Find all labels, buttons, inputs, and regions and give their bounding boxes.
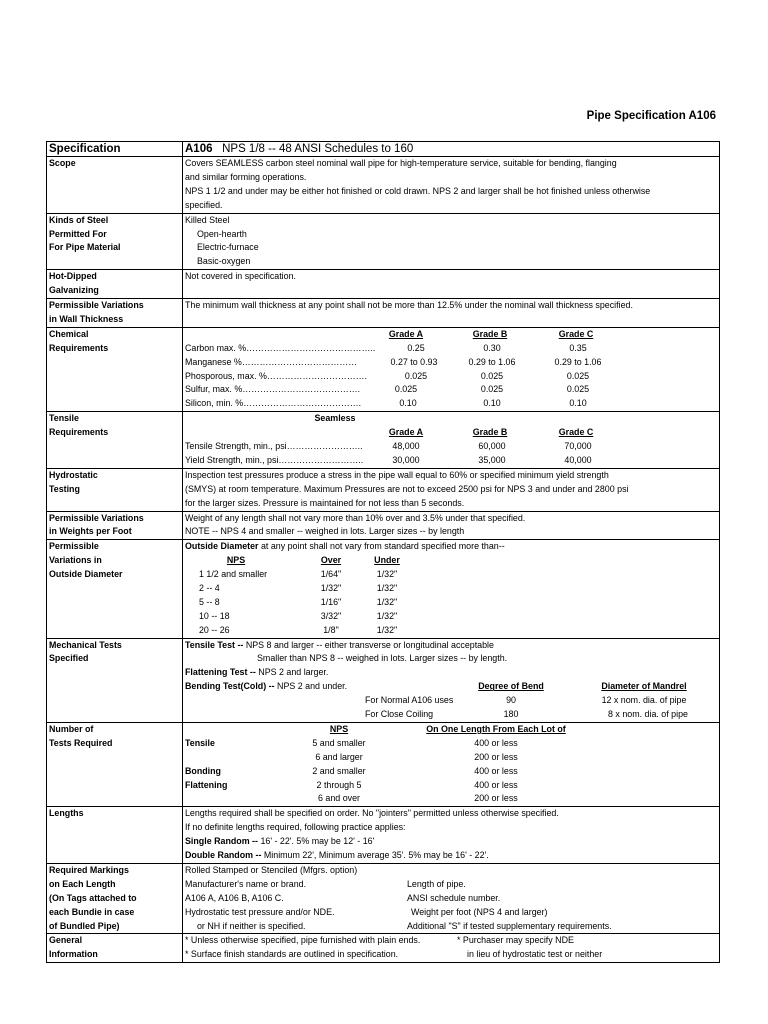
markings-row	[185, 920, 717, 934]
test-lot: 200 or less	[474, 751, 518, 762]
nps-value: 2 -- 4	[199, 583, 220, 593]
tensile-property: Yield Strength, min., psi………………………..	[185, 454, 364, 465]
chemical-label-line: Chemical	[49, 328, 89, 339]
chemical-row	[185, 342, 717, 356]
grade-a-value: 0.27 to 0.93	[390, 356, 438, 367]
hydrostatic-label	[47, 468, 183, 511]
marking-left: A106 A, A106 B, A106 C.	[185, 892, 284, 903]
grade-c-value: 0.10	[569, 398, 587, 409]
tensile-row	[185, 454, 717, 468]
lengths-label: Lengths	[47, 807, 183, 864]
marking-left: Hydrostatic test pressure and/or NDE.	[185, 906, 335, 917]
outside-row	[185, 582, 717, 596]
nps-value: 5 -- 8	[199, 596, 220, 607]
test-lot: 400 or less	[474, 765, 518, 776]
grade-a-value: 0.10	[399, 398, 417, 409]
under-value: 1/32"	[376, 624, 398, 635]
kinds-line: Basic-oxygen	[197, 256, 251, 267]
hydrostatic-label-line: Hydrostatic	[49, 469, 98, 480]
spec-header-value	[183, 142, 720, 157]
chemical-row	[185, 383, 717, 397]
test-name: Flattening	[185, 779, 228, 790]
bend-mandrel: 8 x nom. dia. of pipe	[608, 709, 688, 720]
under-value: 1/32"	[376, 569, 398, 580]
outside-label-line: Variations in	[49, 555, 102, 566]
wall-thickness-text: The minimum wall thickness at any point shall not be more than 12.5% under the nominal wall thickness specified.	[185, 300, 633, 311]
row-outside-diameter	[47, 540, 720, 638]
row-mechanical-tests	[47, 638, 720, 722]
kinds-label-line: Kinds of Steel	[49, 214, 109, 225]
number-tests-content	[183, 722, 720, 806]
mechanical-content	[183, 638, 720, 722]
grade-b-header: Grade B	[472, 328, 508, 339]
mechanical-label-line: Specified	[49, 653, 89, 664]
outside-label-line: Permissible	[49, 541, 99, 552]
tensile-row	[185, 440, 717, 454]
general-row	[185, 948, 717, 962]
hydrostatic-line: Inspection test pressures produce a stress in the pipe wall equal to 60% or specified minimum yield strength	[185, 469, 609, 480]
nps-value: 1 1/2 and smaller	[199, 569, 268, 580]
outside-row	[185, 568, 717, 582]
marking-right: Weight per foot (NPS 4 and larger)	[411, 906, 548, 917]
number-tests-label-line: Tests Required	[49, 737, 113, 748]
test-nps: 2 through 5	[316, 779, 362, 790]
grade-a-value: 0.025	[394, 384, 418, 395]
row-lengths	[47, 807, 720, 864]
scope-line: NPS 1 1/2 and under may be either hot finished or cold drawn. NPS 2 and larger shall be hot finished unless otherwise	[185, 185, 651, 196]
under-value: 1/32"	[376, 583, 398, 593]
chemical-element: Phosporous, max. %…………………………….	[185, 370, 367, 381]
chemical-element: Sulfur, max. %………………………………….	[185, 384, 361, 395]
scope-content	[183, 157, 720, 214]
general-label-line: General	[49, 935, 83, 946]
grade-b-value: 0.025	[480, 370, 504, 381]
lengths-line: If no definite lengths required, following practice applies:	[185, 822, 406, 833]
over-value: 1/16"	[320, 596, 342, 607]
test-name: Tensile	[185, 737, 215, 748]
under-value: 1/32"	[376, 596, 398, 607]
chemical-element: Silicon, min. %………………………………….	[185, 398, 362, 409]
bend-row	[185, 694, 717, 708]
chemical-grade-header	[185, 328, 717, 342]
single-random-rest: 16' - 22'. 5% may be 12' - 16'	[257, 836, 375, 847]
number-tests-row	[185, 779, 717, 793]
galvanizing-label-line: Galvanizing	[49, 285, 99, 296]
tensile-label-line: Tensile	[49, 413, 79, 424]
scope-label: Scope	[47, 157, 183, 214]
test-lot: 400 or less	[474, 737, 518, 748]
general-label	[47, 934, 183, 963]
marking-left: Manufacturer's name or brand.	[185, 878, 307, 889]
markings-line: Rolled Stamped or Stenciled (Mfgrs. option)	[185, 864, 358, 875]
tensile-seamless-line	[185, 412, 717, 426]
grade-a-value: 0.25	[407, 342, 425, 353]
tensile-test-bold: Tensile Test --	[185, 639, 244, 650]
page-title: Pipe Specification A106	[586, 110, 716, 122]
test-nps: 6 and larger	[315, 751, 363, 762]
marking-right: ANSI schedule number.	[407, 892, 501, 903]
wall-thickness-label-line: in Wall Thickness	[49, 313, 124, 324]
under-header: Under	[374, 555, 400, 566]
kinds-label-line: Permitted For	[49, 228, 107, 239]
row-galvanizing	[47, 270, 720, 299]
tensile-property: Tensile Strength, min., psi……………………..	[185, 441, 363, 451]
grade-b-value: 0.30	[483, 342, 501, 353]
single-random-line	[185, 835, 717, 849]
markings-row	[185, 906, 717, 920]
grade-a-header: Grade A	[388, 328, 424, 339]
galvanizing-label	[47, 270, 183, 299]
weights-content	[183, 511, 720, 540]
outside-col-header	[185, 554, 717, 568]
single-random-bold: Single Random --	[185, 836, 258, 847]
general-note: * Unless otherwise specified, pipe furnished with plain ends.	[185, 935, 421, 946]
tensile-seamless: Seamless	[314, 413, 356, 424]
outside-intro	[185, 540, 717, 554]
chemical-element: Carbon max. %……………………………………..	[185, 342, 376, 353]
bend-mandrel: 12 x nom. dia. of pipe	[601, 695, 687, 706]
test-lot: 200 or less	[474, 793, 518, 804]
marking-left: or NH if neither is specified.	[197, 920, 306, 931]
over-value: 1/8"	[323, 624, 339, 635]
row-markings	[47, 863, 720, 934]
degree-of-bend-header: Degree of Bend	[478, 681, 544, 692]
grade-b-value: 0.10	[483, 398, 501, 409]
markings-label-line: Required Markings	[49, 864, 129, 875]
row-scope	[47, 157, 720, 214]
bending-test-bold: Bending Test(Cold) --	[185, 681, 275, 692]
lengths-content	[183, 807, 720, 864]
row-number-of-tests	[47, 722, 720, 806]
grade-c-header: Grade C	[558, 328, 594, 339]
bending-test-text	[185, 680, 347, 694]
markings-row	[185, 892, 717, 906]
grade-c-value: 0.025	[566, 384, 590, 395]
kinds-content	[183, 213, 720, 270]
kinds-line: Open-hearth	[197, 228, 247, 239]
scope-line: specified.	[185, 199, 223, 210]
mechanical-label-line: Mechanical Tests	[49, 639, 122, 650]
grade-a-value: 30,000	[392, 454, 420, 465]
weights-line: Weight of any length shall not vary more than 10% over and 3.5% under that specified.	[185, 512, 526, 523]
markings-row	[185, 878, 717, 892]
over-header: Over	[320, 555, 342, 566]
markings-label-line: of Bundled Pipe)	[49, 920, 120, 931]
flattening-test-bold: Flattening Test --	[185, 667, 256, 678]
chemical-row	[185, 370, 717, 384]
over-value: 1/32"	[320, 583, 342, 593]
grade-a-value: 48,000	[392, 441, 420, 451]
mechanical-label	[47, 638, 183, 722]
grade-b-value: 60,000	[478, 441, 506, 451]
kinds-label-line: For Pipe Material	[49, 242, 121, 253]
weights-label-line: Permissible Variations	[49, 512, 144, 523]
grade-b-value: 0.025	[480, 384, 504, 395]
grade-b-value: 35,000	[478, 454, 506, 465]
general-label-line: Information	[49, 949, 98, 960]
grade-c-header: Grade C	[558, 427, 594, 438]
over-value: 3/32"	[320, 610, 342, 621]
outside-row	[185, 596, 717, 610]
row-wall-thickness	[47, 299, 720, 328]
weights-line: NOTE -- NPS 4 and smaller -- weighed in lots. Larger sizes -- by length	[185, 526, 465, 537]
bend-use: For Normal A106 uses	[365, 695, 454, 706]
general-note: in lieu of hydrostatic test or neither	[467, 949, 603, 960]
double-random-rest: Minimum 22', Minimum average 35'. 5% may be 16' - 22'.	[261, 850, 489, 861]
grade-c-value: 0.025	[566, 370, 590, 381]
bending-test-rest: NPS 2 and under.	[274, 681, 348, 692]
test-lot: 400 or less	[474, 779, 518, 790]
markings-label-line: each Bundie in case	[49, 906, 135, 917]
galvanizing-text: Not covered in specification.	[185, 271, 296, 282]
outside-row	[185, 610, 717, 624]
under-value: 1/32"	[376, 610, 398, 621]
grade-c-value: 70,000	[564, 441, 592, 451]
hydrostatic-line: for the larger sizes. Pressure is maintained for not less than 5 seconds.	[185, 497, 465, 508]
markings-content	[183, 863, 720, 934]
scope-line: Covers SEAMLESS carbon steel nominal wall pipe for high-temperature service, suitable for bending, flanging	[185, 158, 617, 168]
row-weights	[47, 511, 720, 540]
nps-header: NPS	[226, 555, 246, 566]
bend-degree: 90	[506, 695, 516, 706]
general-row	[185, 934, 717, 948]
bend-row	[185, 708, 717, 722]
tensile-test-line2: Smaller than NPS 8 -- weighed in lots. Larger sizes -- by length.	[257, 653, 508, 664]
tensile-test-line	[185, 639, 717, 653]
kinds-label	[47, 213, 183, 270]
test-nps: 2 and smaller	[312, 765, 366, 776]
galvanizing-content	[183, 270, 720, 299]
chemical-row	[185, 356, 717, 370]
flattening-test-rest: NPS 2 and larger.	[255, 667, 329, 678]
number-tests-label-line: Number of	[49, 723, 94, 734]
hydrostatic-content	[183, 468, 720, 511]
outside-content	[183, 540, 720, 638]
grade-b-header: Grade B	[472, 427, 508, 438]
number-tests-row	[185, 737, 717, 751]
tensile-grade-header	[185, 426, 717, 440]
tensile-content	[183, 412, 720, 469]
general-content	[183, 934, 720, 963]
bending-test-line	[185, 680, 717, 694]
grade-c-value: 0.29 to 1.06	[554, 356, 602, 367]
grade-a-header: Grade A	[388, 427, 424, 438]
outside-row	[185, 624, 717, 638]
flattening-test-line	[185, 666, 717, 680]
test-nps: 6 and over	[318, 793, 360, 804]
grade-b-value: 0.29 to 1.06	[468, 356, 516, 367]
number-tests-row	[185, 765, 717, 779]
wall-thickness-content	[183, 299, 720, 328]
hydrostatic-label-line: Testing	[49, 483, 80, 494]
nps-value: 10 -- 18	[199, 610, 230, 621]
tensile-label-line: Requirements	[49, 427, 109, 438]
markings-label	[47, 863, 183, 934]
general-note: * Purchaser may specify NDE	[457, 935, 574, 946]
galvanizing-label-line: Hot-Dipped	[49, 271, 97, 282]
markings-label-line: on Each Length	[49, 878, 116, 889]
chemical-label	[47, 327, 183, 411]
outside-intro-bold: Outside Diameter	[185, 541, 259, 552]
number-tests-header	[185, 723, 717, 737]
spec-header-row	[47, 142, 720, 157]
number-tests-row	[185, 792, 717, 806]
grade-a-value: 0.025	[404, 370, 428, 381]
row-chemical	[47, 327, 720, 411]
spec-desc: NPS 1/8 -- 48 ANSI Schedules to 160	[222, 143, 414, 155]
row-general-information	[47, 934, 720, 963]
outside-label-line: Outside Diameter	[49, 569, 123, 580]
row-hydrostatic	[47, 468, 720, 511]
markings-label-line: (On Tags attached to	[49, 892, 137, 903]
number-tests-row	[185, 751, 717, 765]
double-random-line	[185, 849, 717, 863]
grade-c-value: 0.35	[569, 342, 587, 353]
marking-right: Length of pipe.	[407, 878, 466, 889]
kinds-line: Electric-furnace	[197, 242, 259, 253]
wall-thickness-label-line: Permissible Variations	[49, 300, 144, 311]
weights-label	[47, 511, 183, 540]
outside-label	[47, 540, 183, 638]
bend-degree: 180	[503, 709, 519, 720]
chemical-content	[183, 327, 720, 411]
chemical-label-line: Requirements	[49, 342, 109, 353]
lengths-line: Lengths required shall be specified on order. No "jointers" permitted unless otherwise specified.	[185, 808, 559, 819]
row-tensile	[47, 412, 720, 469]
hydrostatic-line: (SMYS) at room temperature. Maximum Pressures are not to exceed 2500 psi for NPS 3 and under and 2800 psi	[185, 483, 629, 494]
nps-value: 20 -- 26	[199, 624, 230, 635]
bend-use: For Close Coiling	[365, 709, 434, 720]
double-random-bold: Double Random --	[185, 850, 262, 861]
grade-c-value: 40,000	[564, 454, 592, 465]
over-value: 1/64"	[320, 569, 342, 580]
spec-header-label: Specification	[47, 142, 183, 157]
kinds-line: Killed Steel	[185, 214, 230, 225]
tensile-test-rest: NPS 8 and larger -- either transverse or longitudinal acceptable	[243, 639, 494, 650]
spec-code: A106	[185, 143, 213, 155]
mandrel-header: Diameter of Mandrel	[601, 681, 687, 692]
wall-thickness-label	[47, 299, 183, 328]
chemical-element: Manganese %…………………………………	[185, 356, 358, 367]
spec-table	[46, 141, 720, 963]
row-kinds-of-steel	[47, 213, 720, 270]
nps-header: NPS	[329, 723, 349, 734]
lot-header: On One Length From Each Lot of	[426, 723, 566, 734]
chemical-row	[185, 397, 717, 411]
test-nps: 5 and smaller	[312, 737, 366, 748]
marking-right: Additional "S" if tested supplementary requirements.	[407, 920, 612, 931]
general-note: * Surface finish standards are outlined in specification.	[185, 949, 399, 960]
number-tests-label	[47, 722, 183, 806]
weights-label-line: in Weights per Foot	[49, 526, 132, 537]
test-name: Bonding	[185, 765, 221, 776]
outside-intro-rest: at any point shall not vary from standard specified more than--	[258, 541, 505, 552]
scope-line: and similar forming operations.	[185, 171, 307, 182]
tensile-label	[47, 412, 183, 469]
